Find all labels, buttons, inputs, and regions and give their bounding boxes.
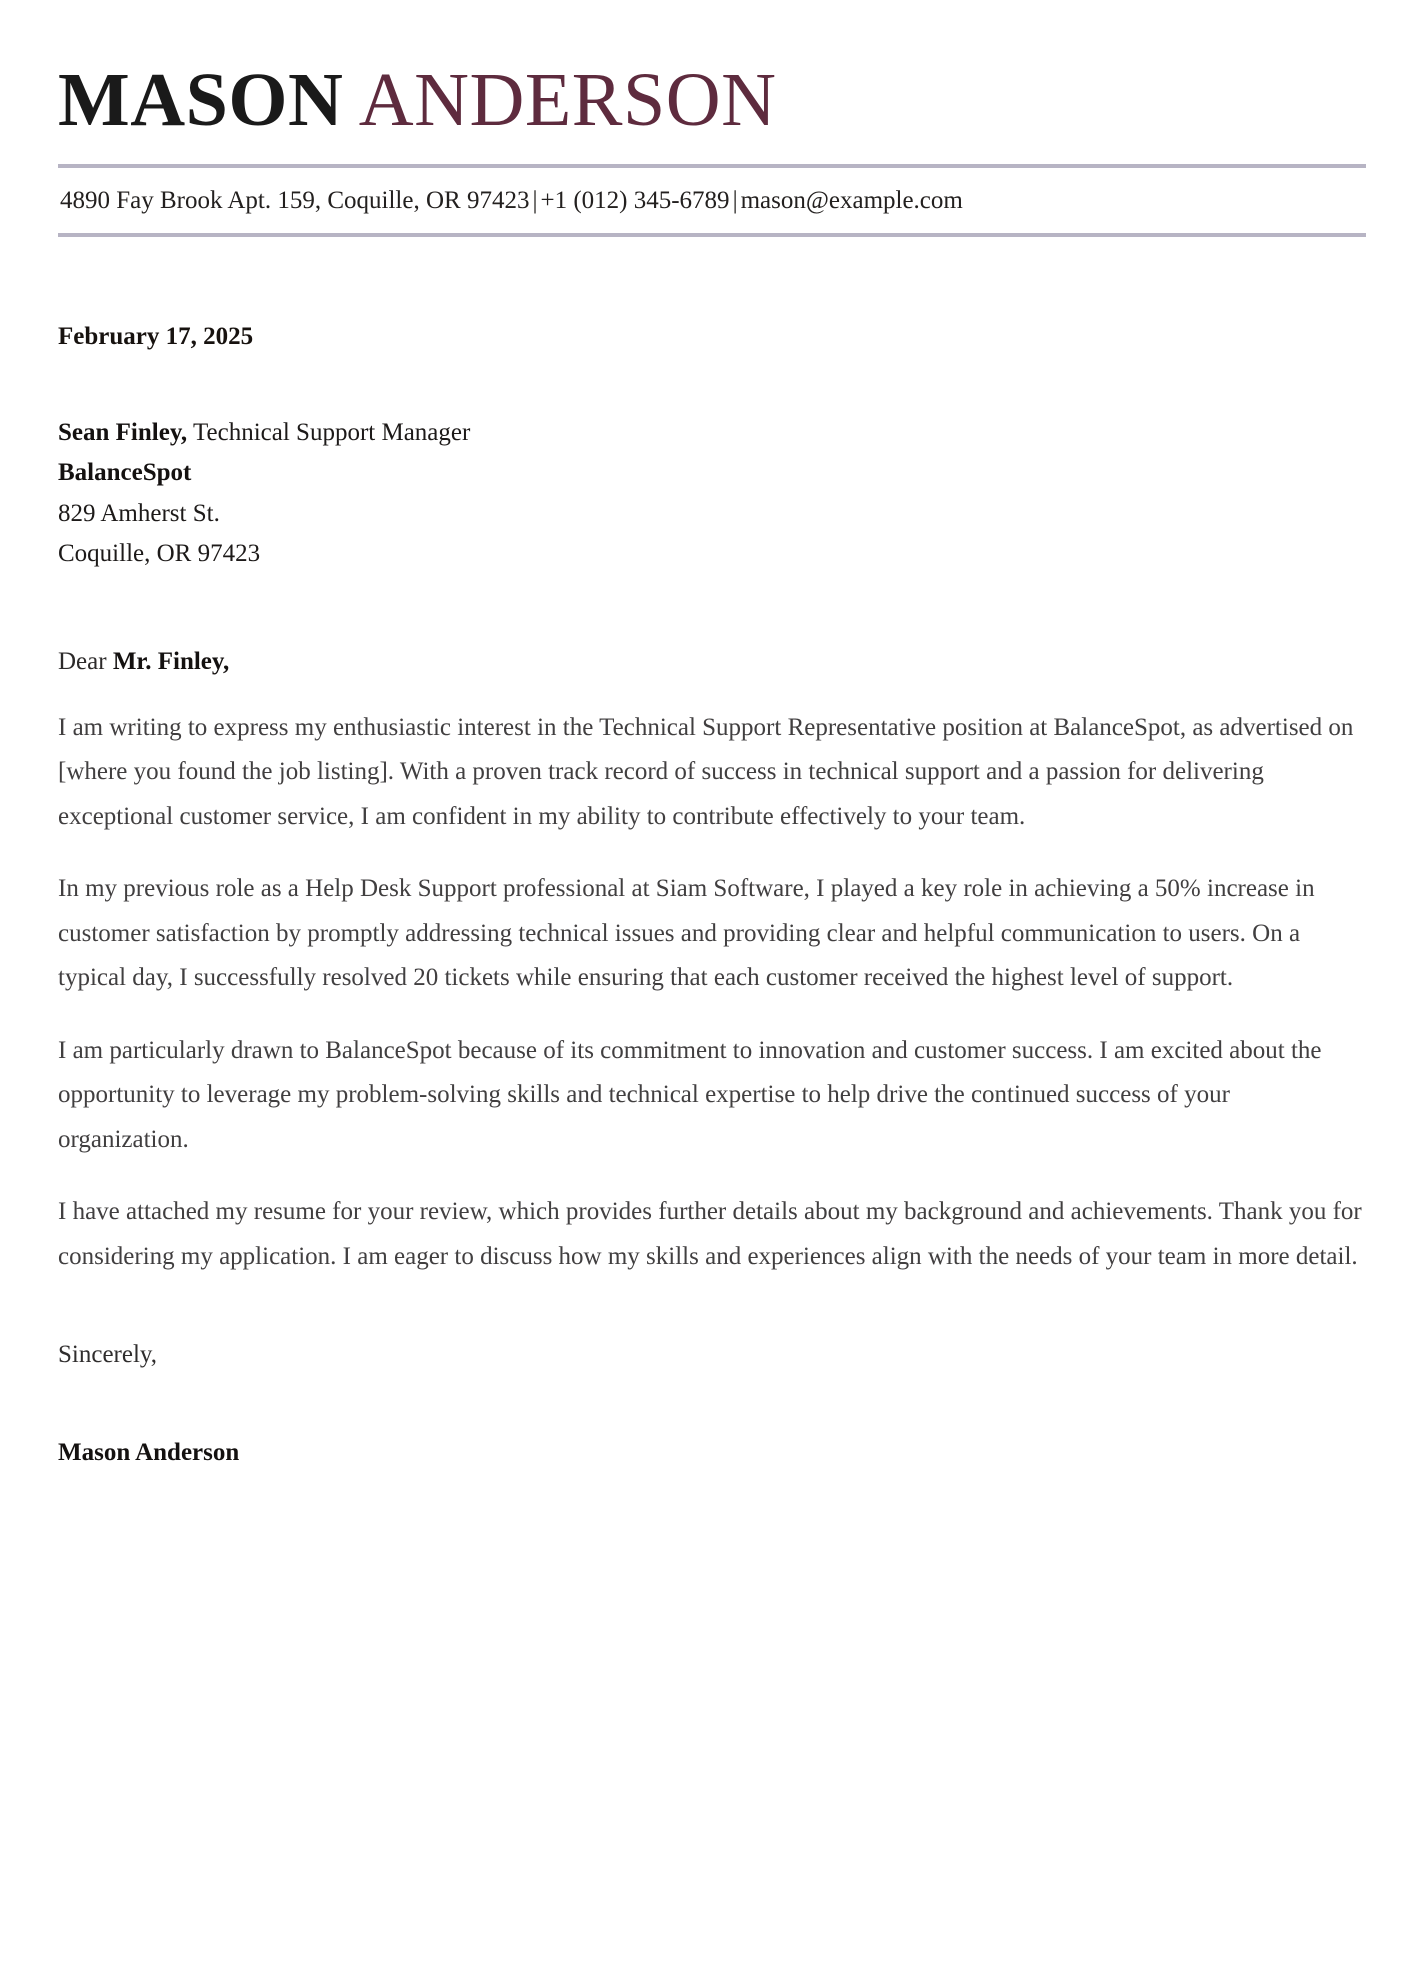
recipient-name-title <box>58 413 1366 454</box>
salutation <box>58 648 1366 676</box>
recipient-name: Sean Finley, <box>58 418 188 446</box>
recipient-title: Technical Support Manager <box>193 418 471 446</box>
body-paragraph-4: I have attached my resume for your review, which provides further details about my background and achievements. Thank you for considering my application. I am eager to discuss how my skills and experiences align with the needs of your team in more detail. <box>58 1198 1362 1270</box>
first-name: MASON <box>58 58 344 142</box>
body-paragraph-1: I am writing to express my enthusiastic interest in the Technical Support Representative position at BalanceSpot, as advertised on [where you found the job listing]. With a proven track record of success in technical support and a passion for delivering exceptional customer service, I am confident in my ability to contribute effectively to your team. <box>58 713 1354 830</box>
contact-separator-1: | <box>532 186 538 214</box>
recipient-city-state-zip: Coquille, OR 97423 <box>58 540 261 568</box>
contact-line <box>58 168 1366 216</box>
last-name: ANDERSON <box>358 58 777 142</box>
header-divider-bottom <box>58 233 1366 237</box>
contact-phone: +1 (012) 345-6789 <box>540 186 730 214</box>
contact-address: 4890 Fay Brook Apt. 159, Coquille, OR 97423 <box>60 186 530 214</box>
letter-date: February 17, 2025 <box>58 322 254 350</box>
salutation-name: Mr. Finley, <box>112 647 230 675</box>
body-paragraph-2: In my previous role as a Help Desk Support professional at Siam Software, I played a key role in achieving a 50% increase in customer satisfaction by promptly addressing technical issues and providing clear and helpful communication to users. On a typical day, I successfully resolved 20 tickets while ensuring that each customer received the highest level of support. <box>58 875 1315 992</box>
signature-name: Mason Anderson <box>58 1439 240 1467</box>
recipient-company: BalanceSpot <box>58 459 192 487</box>
contact-email[interactable]: mason@example.com <box>740 186 963 214</box>
page-title <box>58 58 1366 142</box>
recipient-block <box>58 413 1366 575</box>
letterhead <box>46 58 1378 237</box>
recipient-street: 829 Amherst St. <box>58 499 220 527</box>
body-paragraph-3: I am particularly drawn to BalanceSpot because of its commitment to innovation and customer success. I am excited about the opportunity to leverage my problem-solving skills and technical expertise to help drive the continued success of your organization. <box>58 1036 1322 1153</box>
salutation-greeting: Dear <box>58 647 113 675</box>
contact-separator-2: | <box>732 186 738 214</box>
closing-line: Sincerely, <box>58 1341 158 1369</box>
letter-body <box>46 323 1378 1468</box>
